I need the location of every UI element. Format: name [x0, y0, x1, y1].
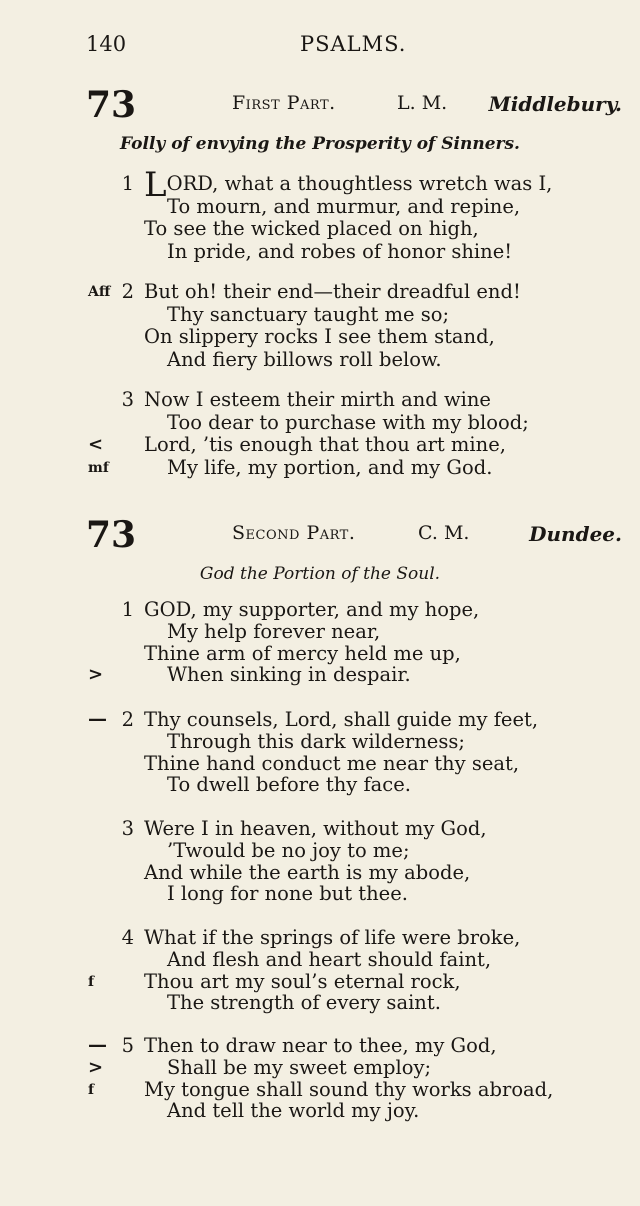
verse-line-text: My tongue shall sound thy works abroad, — [144, 1077, 554, 1101]
line-mark: mf — [88, 459, 109, 476]
verse-line — [167, 303, 449, 326]
verse-line-text: And fiery billows roll below. — [167, 347, 442, 371]
running-head: PSALMS. — [300, 32, 407, 56]
verse-line-text: In pride, and robes of honor shine! — [167, 239, 513, 263]
verse-line-text: To see the wicked placed on high, — [144, 217, 479, 240]
verse-line — [167, 882, 408, 905]
verse-line — [167, 456, 492, 479]
verse-line — [167, 991, 441, 1014]
verse-line-text: Too dear to purchase with my blood; — [167, 410, 529, 434]
stanza-mark: — — [88, 708, 107, 730]
verse-line-text: Were I in heaven, without my God, — [144, 817, 487, 840]
verse-line — [144, 642, 461, 665]
verse-line — [144, 1034, 497, 1057]
verse-line-text: Thy sanctuary taught me so; — [167, 302, 450, 326]
stanza-mark: — — [88, 1034, 107, 1056]
hymn-heading — [86, 84, 622, 124]
hymn-subject: God the Portion of the Soul. — [199, 564, 441, 584]
stanza-mark: Aff — [88, 284, 111, 300]
verse-line-text: Shall be my sweet employ; — [167, 1055, 432, 1079]
verse-number: 5 — [121, 1034, 134, 1057]
verse-line-text: But oh! their end—their dreadful end! — [144, 280, 521, 303]
verse-line-text: What if the springs of life were broke, — [144, 926, 521, 949]
verse-line-text: I long for none but thee. — [167, 882, 408, 906]
verse-line-text: On slippery rocks I see them stand, — [144, 325, 495, 348]
verse-line — [167, 240, 512, 263]
verse-line — [144, 708, 538, 731]
verse-number: 3 — [121, 817, 134, 840]
verse-line-text: Then to draw near to thee, my God, — [144, 1034, 497, 1057]
line-mark: < — [88, 434, 104, 455]
hymn-part: First Part. — [232, 92, 336, 114]
verse-line — [144, 280, 521, 303]
verse-line-text: Thine hand conduct me near thy seat, — [144, 751, 520, 775]
verse-line — [167, 195, 520, 218]
hymn-tune: Middlebury. — [488, 92, 622, 116]
verse-line — [167, 411, 529, 434]
hymn-heading — [86, 514, 622, 554]
verse-number: 1 — [121, 172, 134, 195]
verse-line-text: And while the earth is my abode, — [144, 860, 471, 884]
hymn-meter: C. M. — [418, 522, 470, 544]
drop-cap: L — [144, 165, 167, 205]
line-mark: f — [88, 973, 95, 990]
verse-line-text: My help forever near, — [167, 619, 381, 643]
verse-line — [144, 970, 461, 993]
verse-number: 2 — [121, 708, 134, 731]
verse-line-text: To mourn, and murmur, and repine, — [167, 194, 521, 218]
verse-line-text: The strength of every saint. — [167, 991, 441, 1015]
verse-line-text: ORD, what a thoughtless wretch was I, — [166, 172, 553, 195]
hymn-tune: Dundee. — [529, 522, 622, 546]
verse-line — [167, 948, 491, 971]
verse-line-text: When sinking in despair. — [167, 663, 411, 687]
verse-line-text: My life, my portion, and my God. — [167, 455, 493, 479]
verse-line — [167, 663, 411, 686]
hymn-number: 73 — [86, 514, 137, 556]
verse-line — [167, 620, 380, 643]
verse-line — [167, 730, 465, 753]
verse-line — [144, 217, 479, 240]
page-header — [86, 32, 620, 60]
verse-number: 4 — [121, 926, 134, 949]
line-mark: f — [88, 1081, 95, 1098]
hymn-number: 73 — [86, 84, 137, 126]
verse-line-text: To dwell before thy face. — [167, 773, 411, 797]
verse-line — [144, 1078, 553, 1101]
verse-line — [167, 348, 442, 371]
line-mark: > — [88, 664, 104, 686]
verse-line-text: Through this dark wilderness; — [167, 729, 465, 753]
verse-line-text: And flesh and heart should faint, — [167, 947, 492, 971]
verse-number: 2 — [121, 280, 134, 303]
verse-number: 3 — [121, 388, 134, 411]
verse-line — [144, 165, 553, 205]
verse-line-text: GOD, my supporter, and my hope, — [144, 598, 480, 621]
verse-line-text: Now I esteem their mirth and wine — [144, 388, 491, 411]
verse-line-text: Thou art my soul’s eternal rock, — [144, 969, 461, 993]
verse-line-text: Lord, ’tis enough that thou art mine, — [144, 433, 506, 456]
line-mark: > — [88, 1056, 104, 1078]
hymn-part: Second Part. — [232, 522, 356, 544]
verse-line — [144, 817, 487, 840]
verse-number: 1 — [121, 598, 134, 621]
page-number: 140 — [86, 32, 127, 56]
verse-line — [167, 1056, 431, 1079]
verse-line — [144, 926, 520, 949]
verse-line-text: And tell the world my joy. — [167, 1099, 420, 1123]
hymn-subject: Folly of envying the Prosperity of Sinners. — [120, 134, 520, 154]
verse-line — [144, 861, 470, 884]
verse-line-text: Thine arm of mercy held me up, — [144, 641, 461, 665]
verse-line — [144, 752, 519, 775]
verse-line — [144, 598, 479, 621]
verse-line — [167, 839, 410, 862]
verse-line — [167, 773, 411, 796]
verse-line — [144, 388, 491, 411]
verse-line-text: ’Twould be no joy to me; — [167, 838, 410, 862]
verse-line — [167, 1099, 419, 1122]
verse-line — [144, 433, 506, 456]
hymn-meter: L. M. — [397, 92, 448, 114]
verse-line-text: Thy counsels, Lord, shall guide my feet, — [144, 708, 539, 731]
verse-line — [144, 325, 495, 348]
